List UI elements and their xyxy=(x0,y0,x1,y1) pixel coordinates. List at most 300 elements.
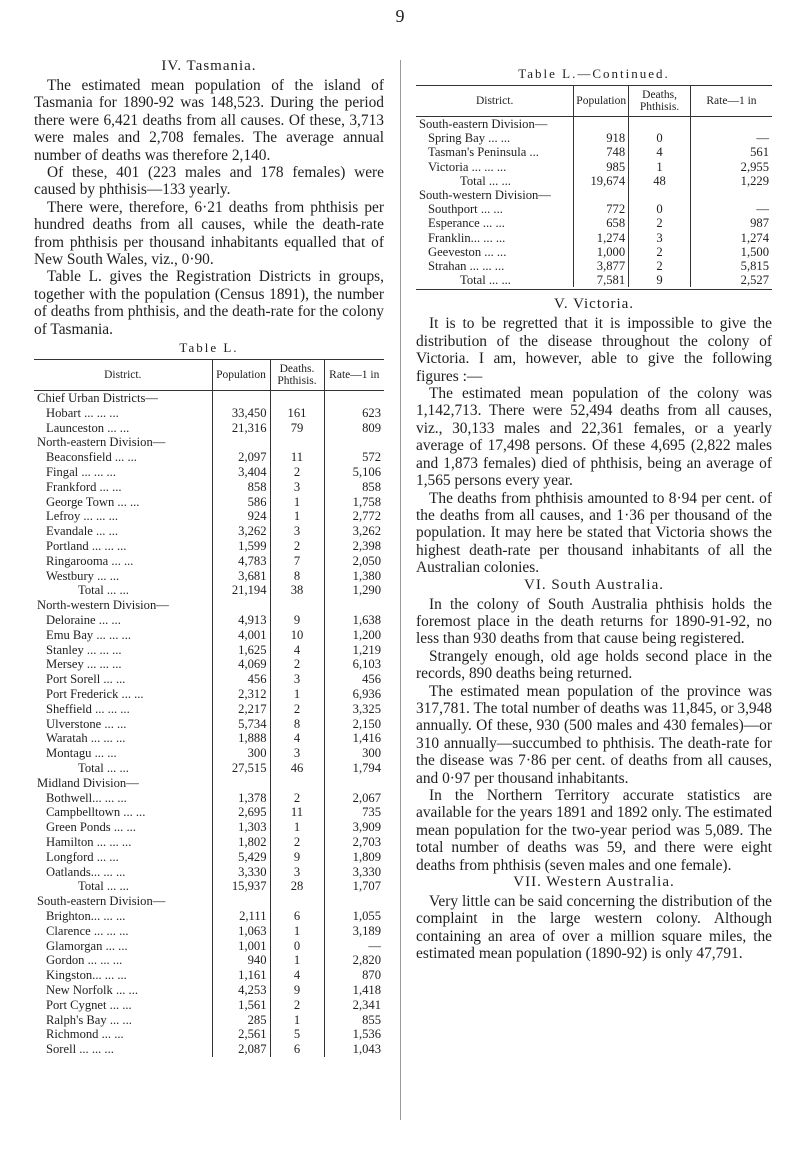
cell-district: Westbury ... ... xyxy=(46,568,120,583)
registration-districts-table-continued xyxy=(416,85,772,287)
cell-rate: 5,815 xyxy=(690,259,772,273)
cell-population: 4,001 xyxy=(212,628,270,643)
cell-deaths: 8 xyxy=(270,717,324,732)
cell-population: 1,161 xyxy=(212,968,270,983)
cell-population: 1,303 xyxy=(212,820,270,835)
cell-district: Esperance ... ... xyxy=(428,216,505,231)
cell-district: Campbelltown ... ... xyxy=(46,805,146,820)
cell-rate: 1,200 xyxy=(324,628,384,643)
cell-district: Stanley ... ... ... xyxy=(46,642,122,657)
table-title: Table L. xyxy=(179,340,239,356)
paragraph: Of these, 401 (223 males and 178 females) were caused by phthisis—133 yearly. xyxy=(34,164,384,199)
table-row xyxy=(34,406,384,421)
cell-district: Gordon ... ... ... xyxy=(46,953,123,968)
table-row xyxy=(34,909,384,924)
cell-district: Brighton... ... ... xyxy=(46,908,126,923)
cell-deaths: 2 xyxy=(270,657,324,672)
total-row xyxy=(34,583,384,598)
section-heading-western-australia: VII. Western Australia. xyxy=(513,874,675,891)
cell-deaths: 2 xyxy=(270,835,324,850)
cell-rate: 2,527 xyxy=(690,273,772,287)
cell-district: Total ... ... xyxy=(78,583,129,598)
cell-rate: 855 xyxy=(324,1013,384,1028)
table-header-row xyxy=(416,86,772,117)
cell-rate: 1,500 xyxy=(690,245,772,259)
cell-deaths: 1 xyxy=(270,953,324,968)
cell-district: Total ... ... xyxy=(460,273,511,288)
section-heading-south-australia: VI. South Australia. xyxy=(524,576,664,593)
cell-deaths xyxy=(270,776,324,791)
cell-population: 33,450 xyxy=(212,406,270,421)
cell-deaths: 2 xyxy=(629,245,691,259)
cell-district: Green Ponds ... ... xyxy=(46,820,136,835)
cell-deaths: 4 xyxy=(629,145,691,159)
cell-rate xyxy=(324,435,384,450)
cell-district: Tasman's Peninsula ... xyxy=(428,145,539,160)
paragraph: Table L. gives the Registration Districts in groups, together with the population (Census 1891), the number of deaths from phthisis, and the death-rate for the colony of Tasmania. xyxy=(34,268,384,338)
cell-rate: 2,398 xyxy=(324,539,384,554)
table-row xyxy=(34,702,384,717)
cell-deaths: 2 xyxy=(270,465,324,480)
table-row xyxy=(34,687,384,702)
cell-population xyxy=(212,894,270,909)
paragraph: Strangely enough, old age holds second place in the records, 890 deaths being returned. xyxy=(416,647,772,683)
cell-rate: — xyxy=(324,939,384,954)
table-row xyxy=(34,791,384,806)
cell-rate: 1,416 xyxy=(324,731,384,746)
cell-deaths xyxy=(270,894,324,909)
division-row xyxy=(416,117,772,132)
cell-population: 3,404 xyxy=(212,465,270,480)
table-row xyxy=(416,202,772,216)
cell-population: 19,674 xyxy=(574,174,629,188)
cell-deaths: 11 xyxy=(270,805,324,820)
cell-district: Launceston ... ... xyxy=(46,420,130,435)
cell-deaths: 5 xyxy=(270,1027,324,1042)
cell-deaths: 4 xyxy=(270,643,324,658)
cell-rate: 2,341 xyxy=(324,998,384,1013)
cell-deaths: 28 xyxy=(270,879,324,894)
table-row xyxy=(34,717,384,732)
cell-population: 2,312 xyxy=(212,687,270,702)
header-population: Population xyxy=(574,86,629,117)
table-body xyxy=(416,117,772,288)
cell-district: New Norfolk ... ... xyxy=(46,982,138,997)
cell-rate: 1,707 xyxy=(324,879,384,894)
table-row xyxy=(416,231,772,245)
cell-district: Sheffield ... ... ... xyxy=(46,701,130,716)
cell-deaths: 9 xyxy=(270,613,324,628)
cell-district: North-eastern Division— xyxy=(37,435,166,450)
cell-district: Victoria ... ... ... xyxy=(428,159,507,174)
cell-population: 1,000 xyxy=(574,245,629,259)
cell-district: Chief Urban Districts— xyxy=(37,391,159,406)
cell-rate xyxy=(324,598,384,613)
cell-rate: 3,189 xyxy=(324,924,384,939)
cell-deaths: 4 xyxy=(270,968,324,983)
cell-district: Bothwell... ... ... xyxy=(46,790,127,805)
cell-district: Ralph's Bay ... ... xyxy=(46,1012,132,1027)
table-row xyxy=(34,539,384,554)
cell-population: 21,194 xyxy=(212,583,270,598)
cell-district: Deloraine ... ... xyxy=(46,613,121,628)
cell-population: 5,734 xyxy=(212,717,270,732)
cell-rate: 1,229 xyxy=(690,174,772,188)
header-rate: Rate—1 in xyxy=(324,360,384,391)
cell-population: 1,802 xyxy=(212,835,270,850)
cell-population: 985 xyxy=(574,160,629,174)
cell-rate: 858 xyxy=(324,480,384,495)
cell-population: 456 xyxy=(212,672,270,687)
cell-district: Strahan ... ... ... xyxy=(428,259,505,274)
cell-district: Franklin... ... ... xyxy=(428,230,506,245)
table-row xyxy=(34,865,384,880)
cell-district: Richmond ... ... xyxy=(46,1027,124,1042)
cell-rate: 809 xyxy=(324,421,384,436)
cell-deaths xyxy=(270,598,324,613)
cell-rate: 1,043 xyxy=(324,1042,384,1057)
cell-rate: 1,809 xyxy=(324,850,384,865)
table-row xyxy=(34,421,384,436)
cell-deaths: 8 xyxy=(270,569,324,584)
column-divider xyxy=(400,60,401,1120)
cell-population: 1,001 xyxy=(212,939,270,954)
cell-population: 1,063 xyxy=(212,924,270,939)
cell-district: Oatlands... ... ... xyxy=(46,864,126,879)
cell-deaths: 1 xyxy=(270,924,324,939)
cell-population xyxy=(574,188,629,202)
cell-deaths: 9 xyxy=(629,273,691,287)
left-column xyxy=(34,58,384,1057)
cell-deaths: 46 xyxy=(270,761,324,776)
cell-deaths: 38 xyxy=(270,583,324,598)
total-row xyxy=(34,761,384,776)
cell-population: 7,581 xyxy=(574,273,629,287)
cell-rate: 3,330 xyxy=(324,865,384,880)
table-title-continued: Table L.—Continued. xyxy=(518,66,670,81)
table-bottom-rule xyxy=(416,289,772,290)
cell-population: 3,330 xyxy=(212,865,270,880)
cell-population: 15,937 xyxy=(212,879,270,894)
cell-deaths: 0 xyxy=(629,202,691,216)
cell-rate: 1,380 xyxy=(324,569,384,584)
cell-deaths: 11 xyxy=(270,450,324,465)
cell-deaths: 3 xyxy=(270,746,324,761)
cell-rate: 1,055 xyxy=(324,909,384,924)
table-row xyxy=(34,983,384,998)
cell-population: 27,515 xyxy=(212,761,270,776)
table-row xyxy=(34,805,384,820)
cell-deaths: 48 xyxy=(629,174,691,188)
table-row xyxy=(34,939,384,954)
table-row xyxy=(34,953,384,968)
cell-district: Glamorgan ... ... xyxy=(46,938,128,953)
table-row xyxy=(34,998,384,1013)
table-row xyxy=(34,657,384,672)
table-row xyxy=(34,480,384,495)
cell-population: 658 xyxy=(574,216,629,230)
table-row xyxy=(34,495,384,510)
cell-rate: 3,262 xyxy=(324,524,384,539)
cell-rate: 870 xyxy=(324,968,384,983)
cell-population: 2,111 xyxy=(212,909,270,924)
cell-rate: 1,290 xyxy=(324,583,384,598)
paragraph: In the colony of South Australia phthisis holds the foremost place in the death returns for 1890-91-92, no less than 930 deaths from that cause being registered. xyxy=(416,595,772,648)
cell-deaths xyxy=(270,435,324,450)
header-deaths: Deaths. Phthisis. xyxy=(270,360,324,391)
cell-population: 4,253 xyxy=(212,983,270,998)
cell-deaths: 7 xyxy=(270,554,324,569)
cell-rate: — xyxy=(690,131,772,145)
table-body xyxy=(34,391,384,1057)
table-row xyxy=(34,835,384,850)
table-row xyxy=(416,131,772,145)
cell-deaths: 2 xyxy=(270,702,324,717)
cell-rate: 572 xyxy=(324,450,384,465)
table-header-row xyxy=(34,360,384,391)
cell-district: Clarence ... ... ... xyxy=(46,923,129,938)
header-rate: Rate—1 in xyxy=(690,86,772,117)
cell-deaths: 10 xyxy=(270,628,324,643)
cell-population: 1,378 xyxy=(212,791,270,806)
cell-district: Waratah ... ... ... xyxy=(46,731,126,746)
cell-population: 2,217 xyxy=(212,702,270,717)
paragraph: The estimated mean population of the province was 317,781. The total number of deaths was 11,845, or 3,948 annually. Of these, 930 (500 males and 430 females)—or 310 annually—succumbed to phthisis. The death-rate for the disease was 7·86 per cent. of deaths from all causes, and 0·97 per thousand inhabitants. xyxy=(416,682,772,787)
cell-population: 4,783 xyxy=(212,554,270,569)
cell-population: 4,069 xyxy=(212,657,270,672)
table-row xyxy=(34,643,384,658)
cell-district: Ulverstone ... ... xyxy=(46,716,127,731)
cell-rate xyxy=(324,391,384,406)
cell-district: Kingston... ... ... xyxy=(46,968,127,983)
cell-population: 940 xyxy=(212,953,270,968)
cell-district: Montagu ... ... xyxy=(46,746,117,761)
cell-rate: 1,758 xyxy=(324,495,384,510)
table-row xyxy=(34,731,384,746)
cell-population: 21,316 xyxy=(212,421,270,436)
cell-district: Port Frederick ... ... xyxy=(46,687,144,702)
cell-district: Fingal ... ... ... xyxy=(46,465,116,480)
cell-district: South-western Division— xyxy=(419,188,551,203)
cell-population: 918 xyxy=(574,131,629,145)
division-row xyxy=(34,435,384,450)
cell-deaths: 0 xyxy=(270,939,324,954)
cell-district: Port Cygnet ... ... xyxy=(46,997,132,1012)
table-row xyxy=(416,216,772,230)
table-row xyxy=(34,450,384,465)
cell-population: 1,625 xyxy=(212,643,270,658)
table-row xyxy=(34,820,384,835)
cell-district: Mersey ... ... ... xyxy=(46,657,122,672)
table-row xyxy=(34,1013,384,1028)
cell-population: 2,561 xyxy=(212,1027,270,1042)
division-row xyxy=(34,598,384,613)
division-row xyxy=(416,188,772,202)
cell-district: South-eastern Division— xyxy=(37,894,166,909)
cell-deaths: 9 xyxy=(270,983,324,998)
cell-deaths: 0 xyxy=(629,131,691,145)
cell-deaths: 4 xyxy=(270,731,324,746)
cell-population: 3,681 xyxy=(212,569,270,584)
cell-district: Spring Bay ... ... xyxy=(428,131,511,146)
cell-deaths: 2 xyxy=(270,791,324,806)
cell-rate: 1,219 xyxy=(324,643,384,658)
cell-rate: 561 xyxy=(690,145,772,159)
cell-deaths: 2 xyxy=(270,539,324,554)
table-row xyxy=(34,924,384,939)
cell-deaths xyxy=(629,117,691,132)
cell-district: Beaconsfield ... ... xyxy=(46,450,137,465)
cell-population xyxy=(212,776,270,791)
cell-deaths xyxy=(629,188,691,202)
cell-rate: 1,536 xyxy=(324,1027,384,1042)
cell-rate: 2,150 xyxy=(324,717,384,732)
header-deaths: Deaths, Phthisis. xyxy=(629,86,691,117)
table-row xyxy=(34,613,384,628)
cell-rate: 1,638 xyxy=(324,613,384,628)
header-district: District. xyxy=(416,86,574,117)
cell-rate: 3,325 xyxy=(324,702,384,717)
cell-district: Southport ... ... xyxy=(428,202,503,217)
cell-rate xyxy=(324,776,384,791)
paragraph: The deaths from phthisis amounted to 8·94 per cent. of the deaths from all causes, and 1·36 per thousand of the population. It may here be stated that Victoria shows the highest death-rate per thousand inhabitants of all the Australian colonies. xyxy=(416,489,772,577)
cell-deaths: 79 xyxy=(270,421,324,436)
cell-district: Total ... ... xyxy=(460,173,511,188)
paragraph: The estimated mean population of the colony was 1,142,713. There were 52,494 deaths from all causes, viz., 30,133 males and 22,361 females, or a yearly average of 17,498 persons. Of these 4,695 (2,822 males and 1,873 females) died of phthisis, being an average of 1,565 persons every year. xyxy=(416,385,772,490)
cell-district: Ringarooma ... ... xyxy=(46,553,134,568)
cell-rate: 300 xyxy=(324,746,384,761)
cell-rate: 5,106 xyxy=(324,465,384,480)
cell-population: 2,087 xyxy=(212,1042,270,1057)
section-heading-victoria: V. Victoria. xyxy=(553,296,635,313)
cell-district: Sorell ... ... ... xyxy=(46,1042,114,1057)
cell-rate: 1,418 xyxy=(324,983,384,998)
table-row xyxy=(34,465,384,480)
cell-rate xyxy=(690,188,772,202)
table-row xyxy=(34,1042,384,1057)
total-row xyxy=(416,174,772,188)
cell-deaths: 1 xyxy=(270,495,324,510)
cell-rate: 735 xyxy=(324,805,384,820)
division-row xyxy=(34,776,384,791)
paragraph: The estimated mean population of the island of Tasmania for 1890-92 was 148,523. During the period there were 6,421 deaths from all causes. Of these, 3,713 were males and 2,708 females. The average annual number of deaths was therefore 2,140. xyxy=(34,77,384,164)
table-row xyxy=(34,746,384,761)
cell-deaths: 1 xyxy=(270,820,324,835)
total-row xyxy=(416,273,772,287)
division-row xyxy=(34,391,384,406)
registration-districts-table xyxy=(34,359,384,1057)
cell-population: 2,097 xyxy=(212,450,270,465)
cell-population xyxy=(212,391,270,406)
cell-deaths: 6 xyxy=(270,909,324,924)
cell-district: Lefroy ... ... ... xyxy=(46,509,119,524)
table-row xyxy=(34,1027,384,1042)
cell-population: 2,695 xyxy=(212,805,270,820)
section-heading-tasmania: IV. Tasmania. xyxy=(161,58,257,74)
cell-population: 772 xyxy=(574,202,629,216)
cell-district: Portland ... ... ... xyxy=(46,539,127,554)
cell-district: North-western Division— xyxy=(37,598,169,613)
cell-district: Evandale ... ... xyxy=(46,524,119,539)
cell-population: 924 xyxy=(212,509,270,524)
cell-population: 1,599 xyxy=(212,539,270,554)
cell-population: 285 xyxy=(212,1013,270,1028)
cell-rate: 2,955 xyxy=(690,160,772,174)
cell-rate: 987 xyxy=(690,216,772,230)
cell-district: Total ... ... xyxy=(78,879,129,894)
cell-rate: 3,909 xyxy=(324,820,384,835)
right-column xyxy=(416,64,772,963)
cell-population: 1,274 xyxy=(574,231,629,245)
division-row xyxy=(34,894,384,909)
cell-population xyxy=(212,435,270,450)
table-row xyxy=(416,259,772,273)
table-row xyxy=(34,509,384,524)
cell-rate: 2,703 xyxy=(324,835,384,850)
page-number: 9 xyxy=(395,6,405,26)
cell-deaths: 6 xyxy=(270,1042,324,1057)
cell-district: Total ... ... xyxy=(78,761,129,776)
cell-rate: 2,050 xyxy=(324,554,384,569)
cell-rate: 2,772 xyxy=(324,509,384,524)
cell-deaths xyxy=(270,391,324,406)
cell-rate: — xyxy=(690,202,772,216)
cell-district: Hamilton ... ... ... xyxy=(46,835,132,849)
cell-deaths: 161 xyxy=(270,406,324,421)
cell-deaths: 3 xyxy=(270,672,324,687)
cell-deaths: 3 xyxy=(270,524,324,539)
cell-population xyxy=(574,117,629,132)
cell-district: Port Sorell ... ... xyxy=(46,672,126,687)
cell-population: 748 xyxy=(574,145,629,159)
table-row xyxy=(34,628,384,643)
cell-deaths: 2 xyxy=(629,216,691,230)
cell-rate: 2,820 xyxy=(324,953,384,968)
cell-deaths: 3 xyxy=(270,480,324,495)
cell-population: 300 xyxy=(212,746,270,761)
total-row xyxy=(34,879,384,894)
cell-deaths: 3 xyxy=(270,865,324,880)
cell-population xyxy=(212,598,270,613)
paragraph: Very little can be said concerning the distribution of the complaint in the large western colony. Although containing an area of over a million square miles, the estimated mean population (1890-92) is only 47,791. xyxy=(416,893,772,963)
cell-deaths: 1 xyxy=(270,687,324,702)
cell-population: 858 xyxy=(212,480,270,495)
cell-rate: 2,067 xyxy=(324,791,384,806)
cell-population: 5,429 xyxy=(212,850,270,865)
paragraph: It is to be regretted that it is impossible to give the distribution of the disease throughout the colony of Victoria. I am, however, able to give the following figures :— xyxy=(416,315,772,385)
table-row xyxy=(416,145,772,159)
paragraph: In the Northern Territory accurate statistics are available for the years 1891 and 1892 only. The estimated mean population for the two-year period was 5,089. The total number of deaths was 59, and there were eight deaths from phthisis (seven males and one female). xyxy=(416,787,773,874)
cell-district: Geeveston ... ... xyxy=(428,244,507,259)
table-row xyxy=(34,554,384,569)
cell-district: Longford ... ... xyxy=(46,849,119,864)
table-row xyxy=(34,524,384,539)
cell-rate: 6,936 xyxy=(324,687,384,702)
cell-deaths: 9 xyxy=(270,850,324,865)
table-row xyxy=(416,160,772,174)
cell-rate xyxy=(690,117,772,132)
cell-deaths: 2 xyxy=(629,259,691,273)
cell-district: George Town ... ... xyxy=(46,494,140,509)
cell-rate: 623 xyxy=(324,406,384,421)
cell-district: Frankford ... ... xyxy=(46,479,122,494)
cell-deaths: 3 xyxy=(629,231,691,245)
paragraph: There were, therefore, 6·21 deaths from phthisis per hundred deaths from all causes, while the death-rate from phthisis per thousand inhabitants equalled that of New South Wales, viz., 0·90. xyxy=(34,198,384,269)
cell-deaths: 1 xyxy=(629,160,691,174)
cell-deaths: 1 xyxy=(270,1013,324,1028)
cell-population: 3,877 xyxy=(574,259,629,273)
table-row xyxy=(34,968,384,983)
